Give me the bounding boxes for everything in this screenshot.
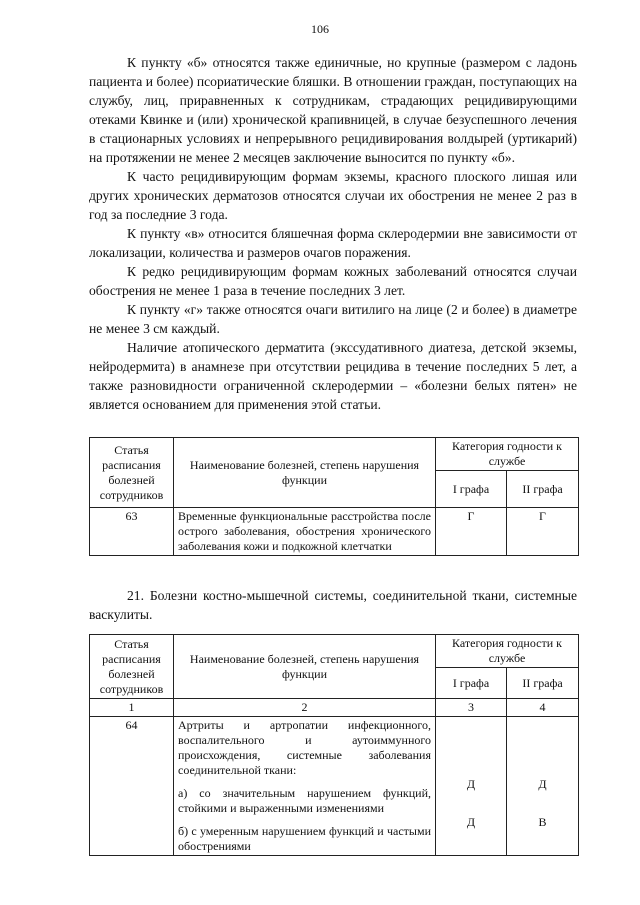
subitem-a: а) со значительным нарушением функций, стойкими и выраженными изменениями (178, 786, 431, 815)
category-col1: Г (436, 508, 507, 556)
index-cell: 3 (436, 699, 507, 717)
header-col2: II графа (507, 471, 579, 508)
table-index-row (90, 699, 579, 717)
category-col2-cell (507, 717, 579, 856)
paragraph: К часто рецидивирующим формам экземы, красного плоского лишая или других хронических дерматозов относятся случаи их обострения не менее 2 раз в год за последние 3 года. (89, 169, 577, 222)
subitem-b-col2: В (538, 815, 547, 829)
subitem-b-col1: Д (466, 815, 476, 829)
paragraph: К редко рецидивирующим формам кожных заболеваний относятся случаи обострения не менее 1 раза в течение последних 3 лет. (89, 264, 577, 298)
body-text (89, 53, 577, 414)
index-cell: 4 (507, 699, 579, 717)
article-number: 64 (90, 717, 174, 856)
page-number: 106 (311, 22, 329, 36)
header-article: Статья расписания болезней сотрудников (90, 438, 174, 508)
header-category: Категория годности к службе (436, 635, 579, 668)
index-cell: 2 (174, 699, 436, 717)
header-article: Статья расписания болезней сотрудников (90, 635, 174, 699)
disease-cell (174, 717, 436, 856)
subitem-b: б) с умеренным нарушением функций и частыми обострениями (178, 824, 431, 853)
paragraph: Наличие атопического дерматита (экссудативного диатеза, детской экземы, нейродермита) в анамнезе при отсутствии рецидива в течение последних 5 лет, а также разновидности ограниченной склеродермии – «болезни белых пятен» не является основанием для применения этой статьи. (89, 340, 577, 412)
section-heading: 21. Болезни костно-мышечной системы, соединительной ткани, системные васкулиты. (89, 588, 577, 622)
category-col1-cell (436, 717, 507, 856)
article-number: 63 (90, 508, 174, 556)
category-col2: Г (507, 508, 579, 556)
paragraph: К пункту «г» также относятся очаги витилиго на лице (2 и более) в диаметре не менее 3 см каждый. (89, 302, 577, 336)
table-header-row (90, 635, 579, 668)
header-col2: II графа (507, 668, 579, 699)
disease-name: Артриты и артропатии инфекционного, воспалительного и аутоиммунного происхождения, системные заболевания соединительной ткани: (178, 718, 431, 777)
header-col1: I графа (436, 668, 507, 699)
table-row (90, 717, 579, 856)
subitem-a-col2: Д (538, 777, 547, 791)
paragraph: К пункту «б» относятся также единичные, но крупные (размером с ладонь пациента и более) псориатические бляшки. В отношении граждан, поступающих на службу, лиц, приравненных к сотрудникам, страдающих рецидивирующими отеками Квинке и (или) хронической крапивницей, в случае безуспешного лечения в стационарных условиях и непрерывного рецидивирования волдырей (уртикарий) на протяжении не менее 2 месяцев заключение выносится по пункту «б». (89, 55, 577, 165)
disease-name: Временные функциональные расстройства после острого заболевания, обострения хронического заболевания кожи и подкожной клетчатки (174, 508, 436, 556)
header-category: Категория годности к службе (436, 438, 579, 471)
index-cell: 1 (90, 699, 174, 717)
header-disease: Наименование болезней, степень нарушения функции (174, 635, 436, 699)
subitem-a-col1: Д (466, 777, 476, 791)
header-disease: Наименование болезней, степень нарушения функции (174, 438, 436, 508)
table-article-63 (89, 437, 579, 556)
table-article-64 (89, 634, 579, 856)
paragraph: К пункту «в» относится бляшечная форма склеродермии вне зависимости от локализации, количества и размеров очагов поражения. (89, 226, 577, 260)
table-row (90, 508, 579, 556)
header-col1: I графа (436, 471, 507, 508)
table-header-row (90, 438, 579, 471)
